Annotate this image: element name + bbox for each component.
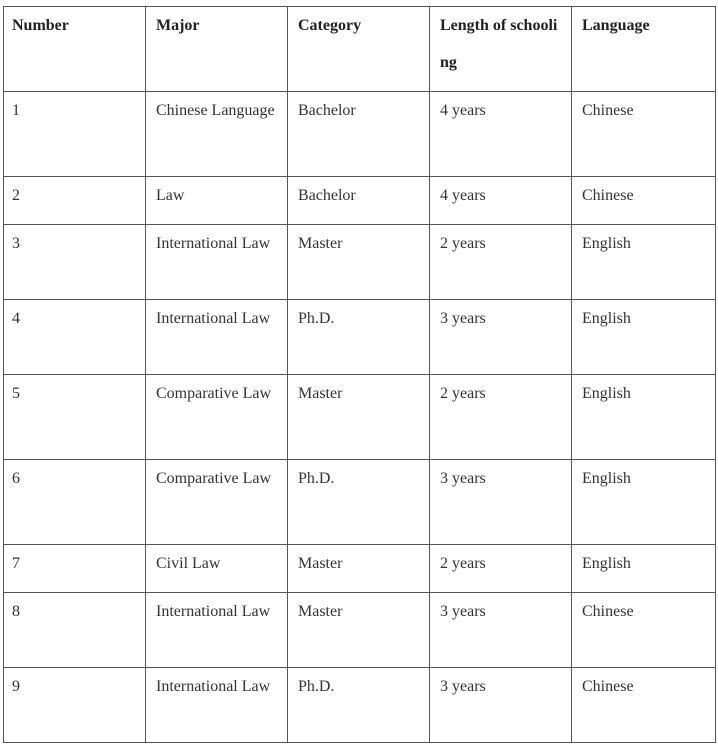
cell-language: English xyxy=(572,460,716,545)
table-row xyxy=(4,92,716,177)
table-row xyxy=(4,545,716,593)
cell-category: Master xyxy=(288,375,430,460)
cell-number: 6 xyxy=(4,460,146,545)
cell-category: Ph.D. xyxy=(288,668,430,743)
cell-language: Chinese xyxy=(572,177,716,225)
cell-number: 7 xyxy=(4,545,146,593)
cell-category: Ph.D. xyxy=(288,300,430,375)
table-row xyxy=(4,375,716,460)
cell-number: 5 xyxy=(4,375,146,460)
cell-number: 1 xyxy=(4,92,146,177)
cell-length: 3 years xyxy=(430,460,572,545)
cell-number: 3 xyxy=(4,225,146,300)
cell-number: 4 xyxy=(4,300,146,375)
cell-length: 2 years xyxy=(430,225,572,300)
cell-number: 2 xyxy=(4,177,146,225)
cell-major: Comparative Law xyxy=(146,460,288,545)
table-header-row xyxy=(4,7,716,92)
table-row xyxy=(4,668,716,743)
cell-language: English xyxy=(572,375,716,460)
header-category: Category xyxy=(288,7,430,92)
cell-length: 4 years xyxy=(430,92,572,177)
header-major: Major xyxy=(146,7,288,92)
table-row xyxy=(4,177,716,225)
cell-length: 2 years xyxy=(430,545,572,593)
cell-language: Chinese xyxy=(572,668,716,743)
cell-length: 3 years xyxy=(430,593,572,668)
table-row xyxy=(4,460,716,545)
cell-category: Master xyxy=(288,545,430,593)
table-row xyxy=(4,300,716,375)
cell-language: Chinese xyxy=(572,593,716,668)
header-language: Language xyxy=(572,7,716,92)
programs-table xyxy=(3,6,716,743)
programs-table-container xyxy=(3,6,716,743)
cell-category: Bachelor xyxy=(288,177,430,225)
cell-major: Law xyxy=(146,177,288,225)
cell-number: 9 xyxy=(4,668,146,743)
cell-major: International Law xyxy=(146,668,288,743)
cell-language: Chinese xyxy=(572,92,716,177)
cell-category: Master xyxy=(288,225,430,300)
cell-length: 2 years xyxy=(430,375,572,460)
table-row xyxy=(4,593,716,668)
cell-major: International Law xyxy=(146,593,288,668)
cell-major: Chinese Language xyxy=(146,92,288,177)
cell-category: Master xyxy=(288,593,430,668)
cell-language: English xyxy=(572,300,716,375)
cell-major: International Law xyxy=(146,300,288,375)
header-length-of-schooling: Length of schooling xyxy=(430,7,572,92)
cell-length: 4 years xyxy=(430,177,572,225)
cell-major: Civil Law xyxy=(146,545,288,593)
cell-length: 3 years xyxy=(430,300,572,375)
cell-category: Ph.D. xyxy=(288,460,430,545)
cell-category: Bachelor xyxy=(288,92,430,177)
header-number: Number xyxy=(4,7,146,92)
cell-language: English xyxy=(572,225,716,300)
cell-number: 8 xyxy=(4,593,146,668)
cell-major: Comparative Law xyxy=(146,375,288,460)
cell-language: English xyxy=(572,545,716,593)
cell-length: 3 years xyxy=(430,668,572,743)
table-row xyxy=(4,225,716,300)
cell-major: International Law xyxy=(146,225,288,300)
